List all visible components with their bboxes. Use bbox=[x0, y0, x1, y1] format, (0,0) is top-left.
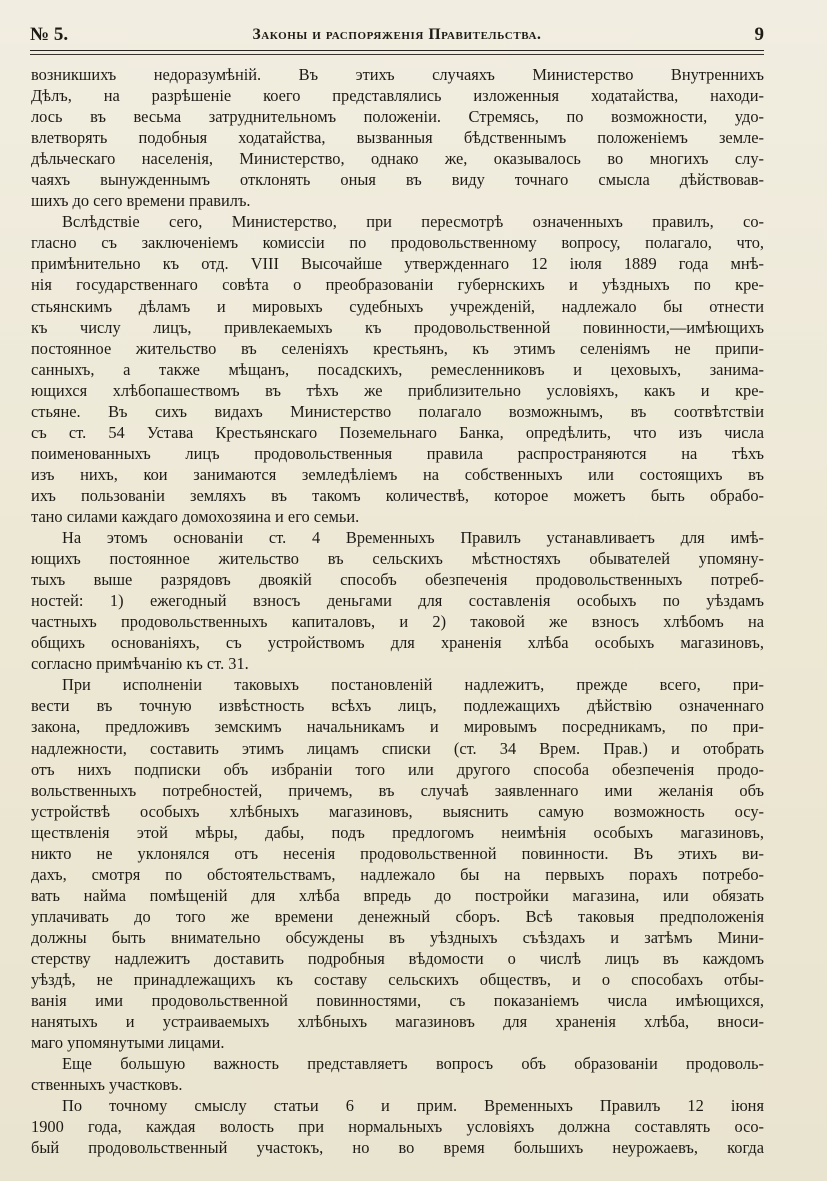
issue-number: № 5. bbox=[30, 24, 69, 45]
text-line: дахъ, смотря по обстоятельствамъ, надлежало бы на первыхъ порахъ потребо- bbox=[31, 864, 764, 884]
text-line: 1900 года, каждая волость при нормальныхъ условіяхъ должна составлять осо- bbox=[31, 1117, 764, 1137]
text-line: вести въ точную извѣстность всѣхъ лицъ, подлежащихъ дѣйствію означеннаго bbox=[31, 696, 764, 716]
page-number: 9 bbox=[754, 24, 764, 45]
text-line: влетворять подобныя ходатайства, вызванныя бѣдственнымъ положеніемъ земле- bbox=[31, 128, 764, 148]
text-line: ностей: 1) ежегодный взносъ деньгами для составленія особыхъ по уѣздамъ bbox=[31, 591, 764, 611]
text-line: чаяхъ вынужденнымъ отклонять оныя въ виду точнаго смысла дѣйствовав- bbox=[31, 170, 764, 190]
text-line: согласно примѣчанію къ ст. 31. bbox=[31, 654, 249, 674]
text-line: стьяне. Въ сихъ видахъ Министерство полагало возможнымъ, въ соотвѣтствіи bbox=[31, 401, 764, 421]
text-line: Вслѣдствіе сего, Министерство, при пересмотрѣ означенныхъ правилъ, со- bbox=[62, 212, 764, 232]
body-text bbox=[31, 64, 764, 1158]
text-line: ихъ пользованіи земляхъ въ такомъ количествѣ, которое можетъ быть обрабо- bbox=[31, 485, 764, 505]
text-line: бый продовольственный участокъ, но во время большихъ неурожаевъ, когда bbox=[31, 1138, 764, 1158]
text-line: ванія ими продовольственной повинностями, съ показаніемъ числа имѣющихся, bbox=[31, 991, 764, 1011]
text-line: ющихъ постоянное жительство въ сельскихъ мѣстностяхъ обывателей упомяну- bbox=[31, 549, 764, 569]
text-line: устройствѣ особыхъ хлѣбныхъ магазиновъ, выяснить самую возможность осу- bbox=[31, 801, 764, 821]
text-line: дѣльческаго населенія, Министерство, однако же, оказывалось во многихъ слу- bbox=[31, 149, 764, 169]
text-line: должны быть внимательно обсуждены въ уѣздныхъ съѣздахъ и затѣмъ Мини- bbox=[31, 927, 764, 947]
text-line: вать найма помѣщеній для хлѣба впредь до постройки магазина, или обязать bbox=[31, 885, 764, 905]
text-line: надлежности, составить этимъ лицамъ списки (ст. 34 Врем. Прав.) и отобрать bbox=[31, 738, 764, 758]
text-line: Еще большую важность представляетъ вопросъ объ образованіи продоволь- bbox=[62, 1054, 764, 1074]
text-line: вольственныхъ потребностей, причемъ, въ случаѣ заявленнаго ими желанія объ bbox=[31, 780, 764, 800]
text-line: ющихся хлѣбопашествомъ въ тѣхъ же приблизительно условіяхъ, какъ и кре- bbox=[31, 380, 764, 400]
text-line: гласно съ заключеніемъ комиссіи по продовольственному вопросу, полагало, что, bbox=[31, 233, 764, 253]
text-line: съ ст. 54 Устава Крестьянскаго Поземельнаго Банка, опредѣлить, что изъ числа bbox=[31, 422, 764, 442]
text-line: нія государственнаго совѣта о преобразованіи губернскихъ и уѣздныхъ по кре- bbox=[31, 275, 764, 295]
text-line: поименованныхъ лицъ продовольственныя правила распространяются на тѣхъ bbox=[31, 443, 764, 463]
running-header bbox=[30, 22, 764, 50]
text-line: никто не уклонялся отъ несенія продовольственной повинности. Въ этихъ ви- bbox=[31, 843, 764, 863]
text-line: постоянное жительство въ селеніяхъ крестьянъ, къ этимъ селеніямъ не припи- bbox=[31, 338, 764, 358]
text-line: общихъ основаніяхъ, съ устройствомъ для храненія хлѣба особыхъ магазиновъ, bbox=[31, 633, 764, 653]
text-line: отъ нихъ подписки объ избраніи того или другого способа обезпеченія продо- bbox=[31, 759, 764, 779]
text-line: лось въ весьма затруднительномъ положеніи. Стремясь, по возможности, удо- bbox=[31, 107, 764, 127]
text-line: возникшихъ недоразумѣній. Въ этихъ случаяхъ Министерство Внутреннихъ bbox=[31, 65, 764, 84]
text-line: тано силами каждаго домохозяина и его семьи. bbox=[31, 506, 360, 526]
section-title: Законы и распоряженія Правительства. bbox=[252, 26, 542, 43]
text-line: нанятыхъ и устраиваемыхъ хлѣбныхъ магазиновъ для храненія хлѣба, вноси- bbox=[31, 1012, 764, 1032]
text-line: стьянскимъ дѣламъ и мировыхъ судебныхъ учрежденій, надлежало бы отнести bbox=[31, 296, 764, 316]
text-line: При исполненіи таковыхъ постановленій надлежитъ, прежде всего, при- bbox=[62, 675, 764, 695]
text-line: тыхъ выше разрядовъ двоякій способъ обезпеченія продовольственныхъ потреб- bbox=[31, 570, 764, 590]
text-line: стерству надлежитъ доставить подробныя вѣдомости о числѣ лицъ въ каждомъ bbox=[31, 948, 764, 968]
header-rule-thin bbox=[30, 54, 764, 55]
text-line: уплачивать до того же времени денежный сборъ. Всѣ таковыя предположенія bbox=[31, 906, 764, 926]
text-line: ственныхъ участковъ. bbox=[31, 1075, 183, 1095]
text-line: На этомъ основаніи ст. 4 Временныхъ Правилъ устанавливаетъ для имѣ- bbox=[62, 528, 764, 548]
text-line: изъ нихъ, кои занимаются земледѣліемъ на собственныхъ или состоящихъ въ bbox=[31, 464, 764, 484]
text-line: Дѣлъ, на разрѣшеніе коего представлялись изложенныя ходатайства, находи- bbox=[31, 86, 764, 106]
text-line: По точному смыслу статьи 6 и прим. Временныхъ Правилъ 12 іюня bbox=[62, 1096, 764, 1116]
text-line: къ числу лицъ, привлекаемыхъ къ продовольственной повинности,—имѣющихъ bbox=[31, 317, 764, 337]
text-line: маго упомянутыми лицами. bbox=[31, 1033, 225, 1053]
header-rule bbox=[30, 50, 764, 51]
text-line: примѣнительно къ отд. VIII Высочайше утвержденнаго 12 іюля 1889 года мнѣ- bbox=[31, 254, 764, 274]
text-line: шихъ до сего времени правилъ. bbox=[31, 191, 251, 211]
text-line: уѣздѣ, не принадлежащихъ къ составу сельскихъ обществъ, и о способахъ отбы- bbox=[31, 970, 764, 990]
text-line: закона, предложивъ земскимъ начальникамъ и мировымъ посредникамъ, по при- bbox=[31, 717, 764, 737]
text-line: санныхъ, а также мѣщанъ, посадскихъ, ремесленниковъ и цеховыхъ, занима- bbox=[31, 359, 764, 379]
text-line: частныхъ продовольственныхъ капиталовъ, и 2) таковой же взносъ хлѣбомъ на bbox=[31, 612, 764, 632]
text-line: ществленія этой мѣры, дабы, подъ предлогомъ неимѣнія особыхъ магазиновъ, bbox=[31, 822, 764, 842]
